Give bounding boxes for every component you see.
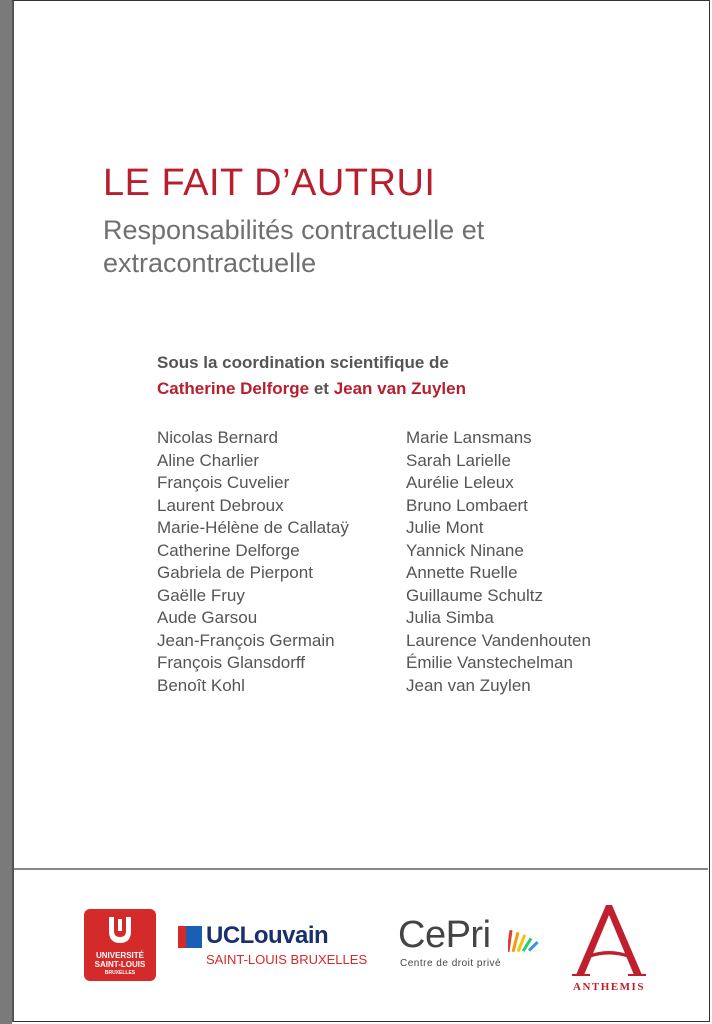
- author-name: Catherine Delforge: [157, 540, 300, 560]
- book-subtitle: Responsabilités contractuelle et extracontractuelle: [103, 215, 485, 278]
- author-name: Bruno Lombaert: [406, 495, 528, 515]
- author-name: Gaëlle Fruy: [157, 585, 245, 605]
- editor-conjunction: et: [313, 379, 329, 398]
- author-name: Aurélie Leleux: [406, 473, 514, 492]
- editor-name: Catherine Delforge: [157, 379, 310, 398]
- anthemis-logo: [568, 903, 650, 993]
- author-name: Aude Garsou: [157, 608, 258, 627]
- u-shield-icon: [106, 915, 134, 947]
- book-spine: [0, 0, 12, 1024]
- footer-divider: [14, 868, 708, 870]
- uclouvain-square-icon: [178, 926, 202, 948]
- uclouvain-subtitle: SAINT-LOUIS BRUXELLES: [206, 952, 368, 967]
- coordination-label: Sous la coordination scientifique de: [157, 353, 449, 372]
- cepri-bars-icon: [508, 928, 540, 954]
- author-name: Jean-François Germain: [157, 630, 335, 650]
- cepri-name: CePri: [398, 914, 491, 956]
- author-name: Émilie Vanstechelman: [406, 653, 573, 672]
- usl-logo: [84, 909, 156, 981]
- author-name: Benoît Kohl: [157, 675, 245, 695]
- author-name: Jean van Zuylen: [406, 675, 531, 695]
- anthemis-name: ANTHEMIS: [573, 981, 645, 993]
- author-name: Gabriela de Pierpont: [157, 563, 313, 582]
- author-name: Marie-Hélène de Callataÿ: [157, 518, 349, 537]
- authors-list-right: [406, 427, 591, 697]
- uclouvain-name: UCLouvain: [206, 922, 329, 949]
- authors-list-left: [157, 427, 349, 697]
- author-name: Marie Lansmans: [406, 428, 532, 447]
- author-name: Julia Simba: [406, 608, 494, 627]
- anthemis-a-icon: [568, 903, 650, 979]
- author-name: Annette Ruelle: [406, 563, 518, 582]
- author-name: Sarah Larielle: [406, 450, 511, 470]
- coordination-editors: [157, 379, 466, 399]
- author-name: François Glansdorff: [157, 653, 306, 672]
- author-name: Laurence Vandenhouten: [406, 630, 591, 650]
- cepri-subtitle: Centre de droit privé: [400, 958, 502, 969]
- author-name: Aline Charlier: [157, 450, 260, 470]
- author-name: Nicolas Bernard: [157, 428, 278, 447]
- author-name: Yannick Ninane: [406, 540, 524, 560]
- editor-name: Jean van Zuylen: [333, 379, 466, 398]
- author-name: Laurent Debroux: [157, 495, 284, 515]
- author-name: Julie Mont: [406, 518, 484, 537]
- usl-logo-line2: SAINT-LOUIS: [94, 960, 146, 969]
- author-name: François Cuvelier: [157, 473, 290, 492]
- book-title: LE FAIT D’AUTRUI: [103, 162, 436, 204]
- author-name: Guillaume Schultz: [406, 585, 544, 605]
- usl-logo-line1: UNIVERSITÉ: [95, 951, 144, 960]
- usl-logo-line3: BRUXELLES: [104, 970, 136, 976]
